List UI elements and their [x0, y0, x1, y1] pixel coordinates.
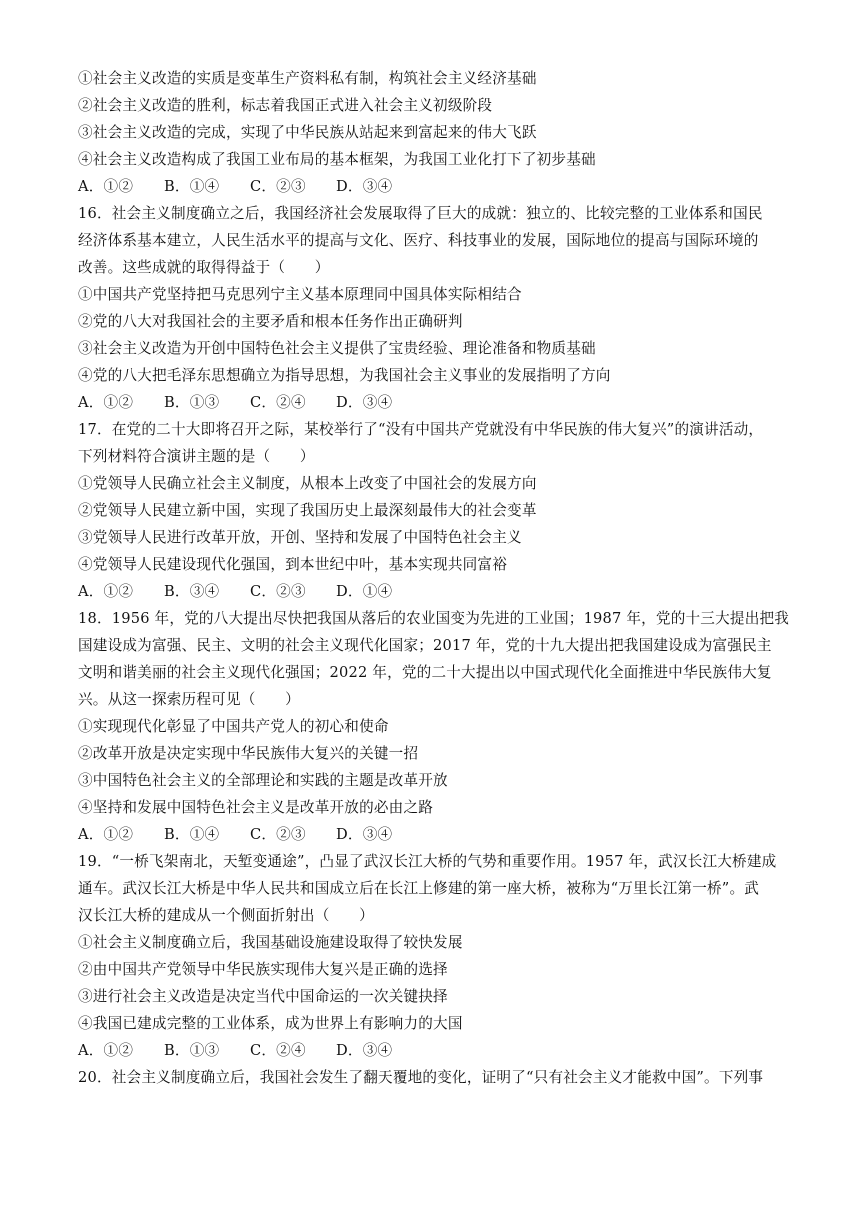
q16-option-3: ③社会主义改造为开创中国特色社会主义提供了宝贵经验、理论准备和物质基础: [78, 340, 596, 357]
q19-option-4: ④我国已建成完整的工业体系，成为世界上有影响力的大国: [78, 1015, 463, 1032]
q18-choice-d: D．③④: [336, 826, 393, 843]
q15-choice-c: C．②③: [250, 178, 306, 195]
q18-choice-b: B．①④: [164, 826, 220, 843]
q19-choices: [78, 1042, 392, 1060]
q15-choice-d: D．③④: [336, 178, 393, 195]
q16-choice-b: B．①③: [164, 394, 220, 411]
q19-stem-line-2: 通车。武汉长江大桥是中华人民共和国成立后在长江上修建的第一座大桥，被称为“万里长江第一桥”。武: [78, 880, 760, 897]
q18-option-3: ③中国特色社会主义的全部理论和实践的主题是改革开放: [78, 772, 448, 789]
q16-choices: [78, 394, 392, 412]
q19-stem-line-1: 19．“一桥飞架南北，天堑变通途”，凸显了武汉长江大桥的气势和重要作用。1957 年，武汉长江大桥建成: [78, 853, 777, 870]
q18-stem-line-1: 18．1956 年，党的八大提出尽快把我国从落后的农业国变为先进的工业国；1987 年，党的十三大提出把我: [78, 610, 790, 627]
q19-choice-c: C．②④: [250, 1042, 306, 1059]
q18-choice-a: A．①②: [78, 826, 134, 843]
q15-choice-a: A．①②: [78, 178, 134, 195]
q17-stem-line-2: 下列材料符合演讲主题的是（ ）: [78, 448, 315, 465]
q15-option-1: ①社会主义改造的实质是变革生产资料私有制，构筑社会主义经济基础: [78, 70, 537, 87]
q19-stem-line-3: 汉长江大桥的建成从一个侧面折射出（ ）: [78, 907, 374, 924]
q17-stem-line-1: 17．在党的二十大即将召开之际，某校举行了“没有中国共产党就没有中华民族的伟大复兴”的演讲活动，: [78, 421, 764, 438]
q18-choice-c: C．②③: [250, 826, 306, 843]
q17-option-2: ②党领导人民建立新中国，实现了我国历史上最深刻最伟大的社会变革: [78, 502, 537, 519]
q18-choices: [78, 826, 392, 844]
q16-choice-a: A．①②: [78, 394, 134, 411]
q19-option-3: ③进行社会主义改造是决定当代中国命运的一次关键抉择: [78, 988, 448, 1005]
q19-choice-a: A．①②: [78, 1042, 134, 1059]
q17-option-1: ①党领导人民确立社会主义制度，从根本上改变了中国社会的发展方向: [78, 475, 537, 492]
q18-stem-line-3: 文明和谐美丽的社会主义现代化强国；2022 年，党的二十大提出以中国式现代化全面推进中华民族伟大复: [78, 664, 772, 681]
q19-option-1: ①社会主义制度确立后，我国基础设施建设取得了较快发展: [78, 934, 463, 951]
q18-option-4: ④坚持和发展中国特色社会主义是改革开放的必由之路: [78, 799, 434, 816]
q18-stem-line-4: 兴。从这一探索历程可见（ ）: [78, 691, 300, 708]
q16-stem-line-3: 改善。这些成就的取得得益于（ ）: [78, 259, 330, 276]
q15-choices: [78, 178, 392, 196]
q19-choice-d: D．③④: [336, 1042, 393, 1059]
q17-choice-a: A．①②: [78, 583, 134, 600]
q16-option-1: ①中国共产党坚持把马克思列宁主义基本原理同中国具体实际相结合: [78, 286, 522, 303]
q19-choice-b: B．①③: [164, 1042, 220, 1059]
q17-option-4: ④党领导人民建设现代化强国，到本世纪中叶，基本实现共同富裕: [78, 556, 508, 573]
q17-choice-d: D．①④: [336, 583, 393, 600]
q17-choice-b: B．③④: [164, 583, 220, 600]
q20-stem-line-1: 20．社会主义制度确立后，我国社会发生了翻天覆地的变化，证明了“只有社会主义才能救中国”。下列事: [78, 1069, 764, 1086]
q17-choice-c: C．②③: [250, 583, 306, 600]
q17-option-3: ③党领导人民进行改革开放，开创、坚持和发展了中国特色社会主义: [78, 529, 522, 546]
q16-choice-c: C．②④: [250, 394, 306, 411]
q16-option-4: ④党的八大把毛泽东思想确立为指导思想，为我国社会主义事业的发展指明了方向: [78, 367, 611, 384]
q16-choice-d: D．③④: [336, 394, 393, 411]
q15-option-2: ②社会主义改造的胜利，标志着我国正式进入社会主义初级阶段: [78, 97, 493, 114]
q18-option-1: ①实现现代化彰显了中国共产党人的初心和使命: [78, 718, 389, 735]
q16-stem-line-1: 16．社会主义制度确立之后，我国经济社会发展取得了巨大的成就：独立的、比较完整的工业体系和国民: [78, 205, 763, 222]
q16-option-2: ②党的八大对我国社会的主要矛盾和根本任务作出正确研判: [78, 313, 463, 330]
q15-option-3: ③社会主义改造的完成，实现了中华民族从站起来到富起来的伟大飞跃: [78, 124, 537, 141]
q15-choice-b: B．①④: [164, 178, 220, 195]
q16-stem-line-2: 经济体系基本建立，人民生活水平的提高与文化、医疗、科技事业的发展，国际地位的提高与国际环境的: [78, 232, 759, 249]
q19-option-2: ②由中国共产党领导中华民族实现伟大复兴是正确的选择: [78, 961, 448, 978]
q17-choices: [78, 583, 392, 601]
q15-option-4: ④社会主义改造构成了我国工业布局的基本框架，为我国工业化打下了初步基础: [78, 151, 596, 168]
q18-option-2: ②改革开放是决定实现中华民族伟大复兴的关键一招: [78, 745, 419, 762]
q18-stem-line-2: 国建设成为富强、民主、文明的社会主义现代化国家；2017 年，党的十九大提出把我国建设成为富强民主: [78, 637, 772, 654]
